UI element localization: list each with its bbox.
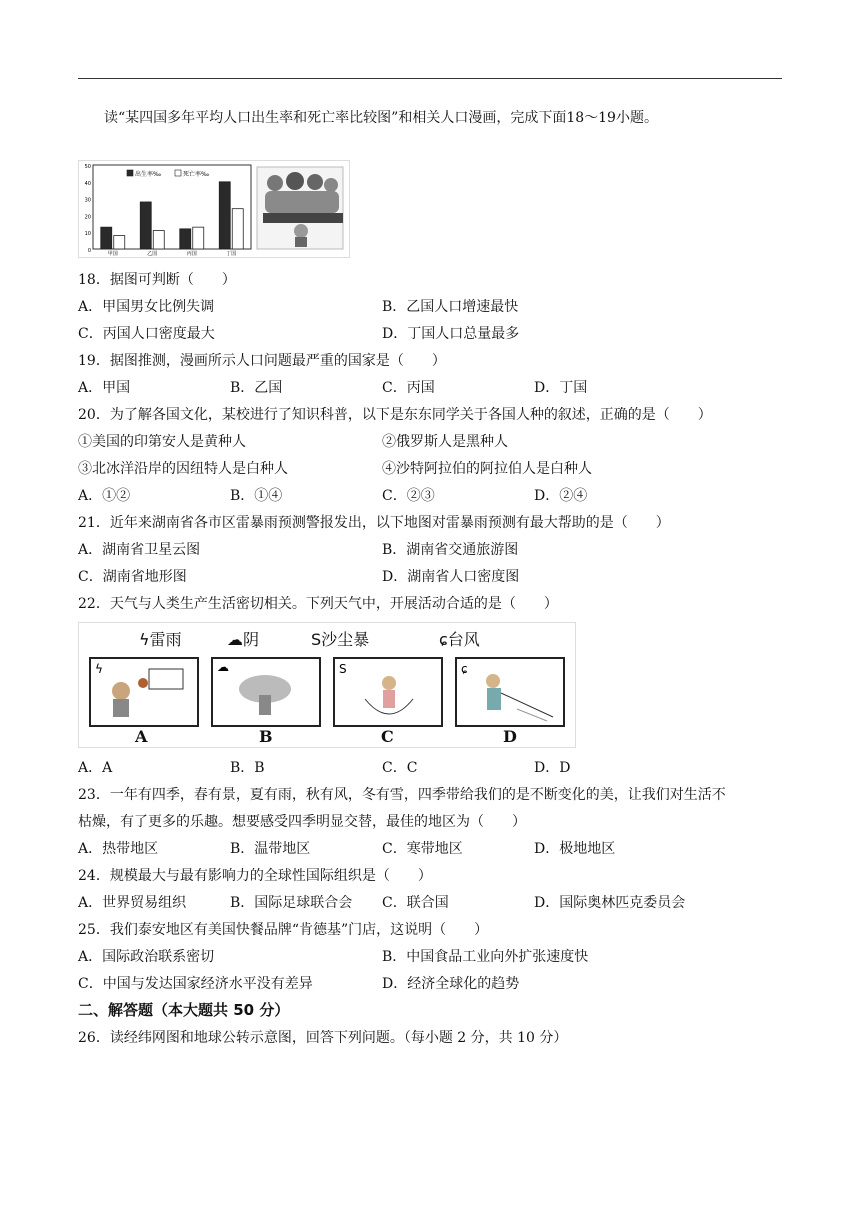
q22-option-b[interactable]: B．B: [230, 760, 265, 776]
q20-statement-2: ②俄罗斯人是黑种人: [382, 434, 508, 450]
svg-text:☁: ☁: [217, 660, 229, 674]
question-21-stem: 21．近年来湖南省各市区雷暴雨预测警报发出，以下地图对雷暴雨预测有最大帮助的是（ ）: [78, 515, 670, 531]
section-2-heading: 二、解答题（本大题共 50 分）: [78, 1001, 290, 1019]
q23-option-b[interactable]: B．温带地区: [230, 841, 311, 857]
death-rate-bar-1: [153, 231, 164, 249]
q22-option-d[interactable]: D．D: [534, 760, 571, 776]
panel-b-label: B: [259, 727, 273, 746]
y-tick-label: 30: [84, 197, 91, 204]
svg-text:S: S: [339, 662, 347, 676]
intro-text: 读“某四国多年平均人口出生率和死亡率比较图”和相关人口漫画，完成下面18～19小题。: [104, 110, 658, 126]
question-26-stem: 26．读经纬网图和地球公转示意图，回答下列问题。（每小题 2 分，共 10 分）: [78, 1030, 568, 1046]
panel-d-typhoon-fishing: [455, 657, 565, 727]
panel-c-sandstorm-rope-skipping: [333, 657, 443, 727]
q25-option-a[interactable]: A．国际政治联系密切: [78, 949, 215, 965]
y-axis: [85, 164, 91, 254]
q18-option-d[interactable]: D．丁国人口总量最多: [382, 326, 520, 342]
q20-option-d[interactable]: D．②④: [534, 488, 588, 504]
weather-legend-typhoon: ɕ台风: [439, 630, 480, 649]
svg-text:ϟ: ϟ: [95, 662, 103, 676]
population-chart-figure: [78, 160, 350, 258]
panel-c-label: C: [381, 727, 394, 746]
q18-option-c[interactable]: C．丙国人口密度最大: [78, 326, 215, 342]
q24-option-b[interactable]: B．国际足球联合会: [230, 895, 353, 911]
q21-option-c[interactable]: C．湖南省地形图: [78, 569, 187, 585]
svg-text:ɕ: ɕ: [461, 662, 468, 676]
population-cartoon-image: [257, 167, 343, 249]
q21-option-d[interactable]: D．湖南省人口密度图: [382, 569, 520, 585]
q18-option-a[interactable]: A．甲国男女比例失调: [78, 299, 215, 315]
header-rule: [78, 78, 782, 79]
q20-statement-4: ④沙特阿拉伯的阿拉伯人是白种人: [382, 461, 592, 477]
q20-statement-1: ①美国的印第安人是黄种人: [78, 434, 246, 450]
q20-option-c[interactable]: C．②③: [382, 488, 435, 504]
q21-option-a[interactable]: A．湖南省卫星云图: [78, 542, 201, 558]
y-tick-label: 0: [87, 248, 91, 254]
question-22-stem: 22．天气与人类生产生活密切相关。下列天气中，开展活动合适的是（ ）: [78, 596, 558, 612]
q23-option-a[interactable]: A．热带地区: [78, 841, 159, 857]
panel-d-label: D: [503, 727, 517, 746]
panel-b-overcast-mushroom: [211, 657, 321, 727]
q21-option-b[interactable]: B．湖南省交通旅游图: [382, 542, 519, 558]
legend-label: 出生率‰: [135, 171, 162, 178]
y-tick-label: 50: [84, 164, 91, 170]
legend-label: 死亡率‰: [183, 171, 210, 178]
typhoon-icon: ɕ: [439, 630, 448, 649]
question-18-stem: 18．据图可判断（ ）: [78, 272, 236, 288]
y-tick-label: 40: [84, 180, 91, 187]
death-rate-bar-0: [114, 236, 125, 249]
x-tick-label: 丁国: [226, 251, 237, 257]
q25-option-c[interactable]: C．中国与发达国家经济水平没有差异: [78, 976, 313, 992]
question-19-stem: 19．据图推测，漫画所示人口问题最严重的国家是（ ）: [78, 353, 446, 369]
cloud-icon: ☁: [227, 630, 243, 649]
q22-option-c[interactable]: C．C: [382, 760, 418, 776]
weather-legend-thunderstorm: ϟ雷雨: [139, 630, 182, 649]
x-tick-label: 乙国: [147, 251, 158, 257]
weather-activity-figure: [78, 622, 576, 748]
q23-option-c[interactable]: C．寒带地区: [382, 841, 463, 857]
q25-option-b[interactable]: B．中国食品工业向外扩张速度快: [382, 949, 589, 965]
legend-swatch: [127, 170, 133, 176]
q20-option-a[interactable]: A．①②: [78, 488, 131, 504]
question-20-stem: 20．为了解各国文化，某校进行了知识科普，以下是东东同学关于各国人种的叙述，正确的是（ ）: [78, 407, 712, 423]
question-25-stem: 25．我们泰安地区有美国快餐品牌“肯德基”门店，这说明（ ）: [78, 922, 489, 938]
x-tick-label: 甲国: [107, 251, 118, 257]
q18-option-b[interactable]: B．乙国人口增速最快: [382, 299, 519, 315]
question-24-stem: 24．规模最大与最有影响力的全球性国际组织是（ ）: [78, 868, 432, 884]
death-rate-bar-3: [232, 209, 243, 249]
q19-option-d[interactable]: D．丁国: [534, 380, 588, 396]
lightning-icon: ϟ: [139, 630, 150, 649]
birth-rate-bar-2: [180, 229, 191, 249]
y-tick-label: 20: [84, 214, 91, 221]
x-tick-label: 丙国: [186, 251, 197, 257]
x-axis-labels: [108, 250, 237, 257]
panel-a-basketball-thunderstorm: [89, 657, 199, 727]
q20-statement-3: ③北冰洋沿岸的因纽特人是白种人: [78, 461, 288, 477]
q19-option-a[interactable]: A．甲国: [78, 380, 131, 396]
question-23-stem-line2: 枯燥，有了更多的乐趣。想要感受四季明显交替，最佳的地区为（ ）: [78, 814, 526, 830]
q24-option-d[interactable]: D．国际奥林匹克委员会: [534, 895, 686, 911]
q24-option-c[interactable]: C．联合国: [382, 895, 449, 911]
birth-death-rate-chart: [79, 161, 349, 257]
death-rate-bar-2: [193, 227, 204, 249]
birth-rate-bar-1: [140, 202, 151, 249]
y-tick-label: 10: [84, 231, 91, 238]
weather-legend-overcast: ☁阴: [227, 630, 260, 649]
legend-swatch: [175, 170, 181, 176]
q19-option-b[interactable]: B．乙国: [230, 380, 283, 396]
q24-option-a[interactable]: A．世界贸易组织: [78, 895, 187, 911]
q23-option-d[interactable]: D．极地地区: [534, 841, 616, 857]
q19-option-c[interactable]: C．丙国: [382, 380, 435, 396]
question-23-stem-line1: 23．一年有四季，春有景，夏有雨，秋有风，冬有雪，四季带给我们的是不断变化的美，让我们对生活不: [78, 787, 726, 803]
birth-rate-bar-3: [219, 182, 230, 249]
q22-option-a[interactable]: A．A: [78, 760, 113, 776]
weather-legend-sandstorm: S沙尘暴: [311, 630, 370, 649]
q20-option-b[interactable]: B．①④: [230, 488, 283, 504]
panel-a-label: A: [135, 727, 148, 746]
birth-rate-bar-0: [101, 227, 112, 249]
sandstorm-icon: S: [311, 630, 322, 649]
q25-option-d[interactable]: D．经济全球化的趋势: [382, 976, 520, 992]
